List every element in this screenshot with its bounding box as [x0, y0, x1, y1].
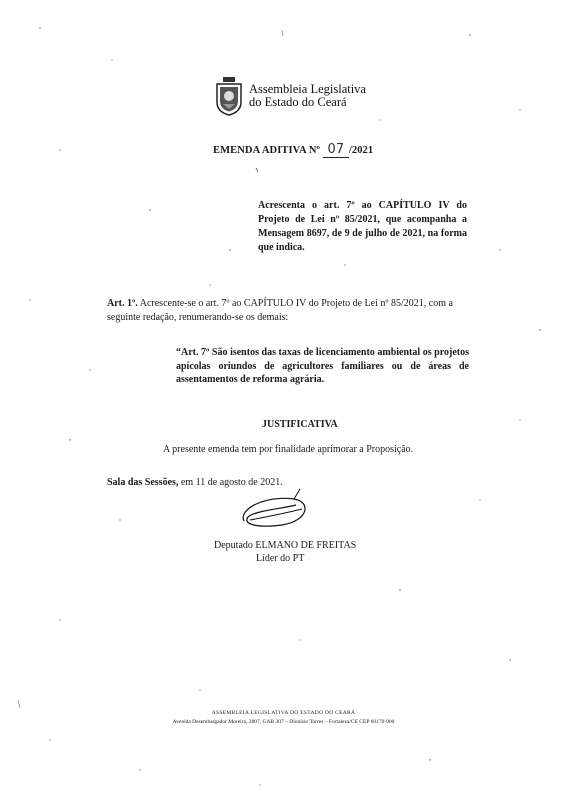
session-date: em 11 de agosto de 2021.: [180, 477, 283, 488]
footer-institution: ASSEMBLEIA LEGISLATIVA DO ESTADO DO CEARÁ: [211, 710, 356, 716]
ementa-paragraph: Acrescenta o art. 7º ao CAPÍTULO IV do Projeto de Lei nº 85/2021, que acompanha a Mensagem 8697, de 9 de julho de 2021, na forma que indica.: [258, 200, 467, 253]
amendment-title: [213, 142, 373, 158]
handwritten-signature: [236, 487, 316, 537]
justificativa-heading: JUSTIFICATIVA: [262, 419, 338, 430]
signer-role: Líder do PT: [256, 553, 305, 564]
title-prefix: EMENDA ADITIVA Nº: [213, 145, 321, 156]
article-1-paragraph: [107, 297, 469, 324]
article-7-quote: “Art. 7º São isentos das taxas de licenciamento ambiental os projetos apícolas oriundos de agricultores familiares ou de áreas de assentamentos de reforma agrária.: [176, 347, 469, 385]
header-line-1: Assembleia Legislativa: [249, 82, 366, 96]
justificativa-text: A presente emenda tem por finalidade aprimorar a Proposição.: [163, 444, 414, 455]
session-label: Sala das Sessões,: [107, 477, 179, 488]
title-number: 07: [323, 142, 349, 158]
signer-name: Deputado ELMANO DE FREITAS: [214, 540, 357, 551]
footer-address: Avenida Desembargador Moreira, 2807, GAB 307 – Dionísio Torres – Fortaleza/CE CEP 60170-900: [172, 719, 395, 725]
article-1-label: Art. 1º.: [107, 298, 138, 309]
title-suffix: /2021: [348, 145, 374, 156]
state-seal-icon: [214, 76, 244, 116]
header-line-2: do Estado do Ceará: [249, 95, 347, 109]
article-1-text: Acrescente-se o art. 7º ao CAPÍTULO IV do Projeto de Lei nº 85/2021, com a seguinte redação, renumerando-se os demais:: [107, 298, 453, 323]
assembly-header: [214, 76, 366, 116]
